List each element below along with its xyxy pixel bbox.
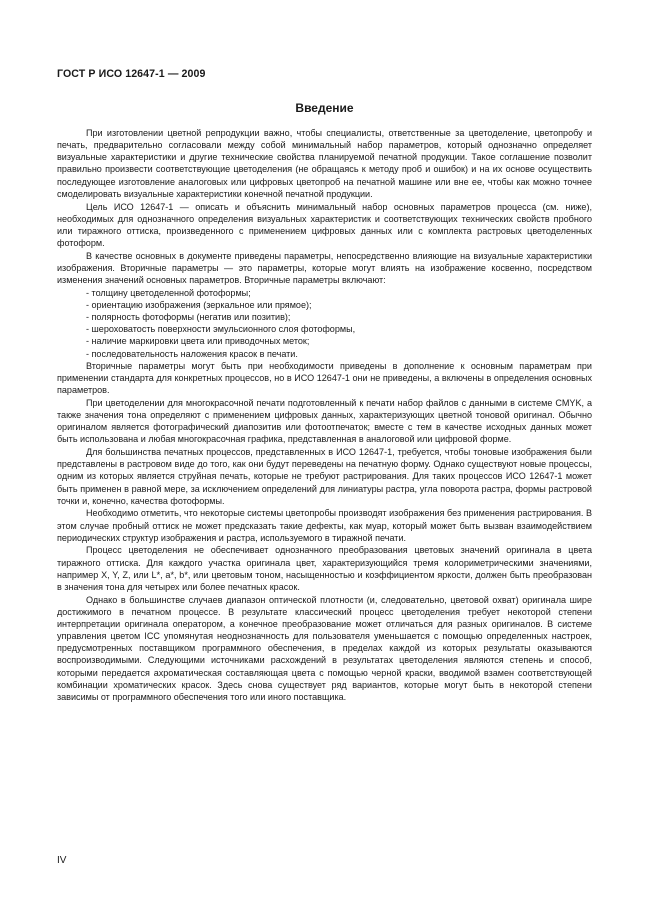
- secondary-parameters-list: [57, 287, 592, 360]
- list-item: - полярность фотоформы (негатив или позитив);: [86, 312, 291, 323]
- paragraph: В качестве основных в документе приведены параметры, непосредственно влияющие на визуальные характеристики изображения. Вторичные параметры — это параметры, которые могут влиять на изображение косвенно, посредством изменения значений основных параметров. Вторичные параметры включают:: [57, 250, 592, 286]
- list-item: - ориентацию изображения (зеркальное или прямое);: [86, 299, 312, 310]
- paragraph: Однако в большинстве случаев диапазон оптической плотности (и, следовательно, цветовой охват) оригинала шире достижимого в печатном процессе. В результате классический процесс цветоделения требует некоторой степени интерпретации оригинала оператором, а конечное преобразование может отличаться для разных оригиналов. В системе управления цветом ICC упомянутая неоднозначность для пользователя уменьшается с помощью определенных настроек, предусмотренных поставщиком программного обеспечения, в пределах каждой из которых результаты оказываются воспроизводимыми. Следующими источниками расхождений в результатах цветоделения являются степень и способ, которыми передается ахроматическая составляющая цвета с помощью черной краски, вводимой взамен соответствующей комбинации хроматических красок. Здесь снова существует ряд вариантов, которые могут быть в некоторой степени зависимы от программного обеспечения того или иного поставщика.: [57, 594, 592, 702]
- paragraph: Необходимо отметить, что некоторые системы цветопробы производят изображения без применения растрирования. В этом случае пробный оттиск не может предсказать такие дефекты, как муар, который может быть вызван взаимодействием периодических структур изображения и растра, используемого в тиражной печати.: [57, 508, 592, 543]
- paragraph: Для большинства печатных процессов, представленных в ИСО 12647-1, требуется, чтобы тоновые изображения были представлены в растровом виде до того, как они будут переведены на печатную форму. Однако существуют новые процессы, одним из которых является струйная печать, которые не требуют растрирования. Для таких процессов ИСО 12647-1 может быть применен в равной мере, за исключением определений для линиатуры растра, угла поворота растра, формы растровой точки и, конечно, качества фотоформы.: [57, 447, 592, 506]
- list-item: - толщину цветоделенной фотоформы;: [86, 287, 251, 298]
- list-item: - шероховатость поверхности эмульсионного слоя фотоформы,: [86, 324, 356, 335]
- list-item: - последовательность наложения красок в печати.: [86, 348, 298, 359]
- page-number: IV: [57, 855, 67, 866]
- paragraph: Вторичные параметры могут быть при необходимости приведены в дополнение к основным параметрам при применении стандарта для конкретных процессов, но в ИСО 12647-1 они не приведены, а включены в определения основных параметров.: [57, 360, 592, 396]
- paragraph: При цветоделении для многокрасочной печати подготовленный к печати набор файлов с данными в системе CMYK, а также значения тона определяют с применением цифровых данных, характеризующих цветной тоновой оригинал. Обычно оригиналом является фотографический диапозитив или фотоотпечаток; вместе с тем в качестве исходных данных может быть использована и любая многокрасочная графика, представленная в аналоговой или цифровой форме.: [57, 397, 592, 445]
- list-item: - наличие маркировки цвета или приводочных меток;: [86, 336, 310, 347]
- body-text: [57, 127, 592, 704]
- paragraph: При изготовлении цветной репродукции важно, чтобы специалисты, ответственные за цветоделение, цветопробу и печать, предварительно согласовали между собой минимальный набор параметров, который однозначно определяет визуальные характеристики и другие технические свойства планируемой печатной продукции. Такое соглашение позволит правильно произвести соответствующие цветоделения (не обращаясь к методу проб и ошибок) и на их основе осуществить последующее изготовление аналоговых или цифровых цветопроб на печатной машине или вне ее, чтобы как можно точнее смоделировать визуальные характеристики конечной печатной продукции.: [57, 128, 592, 199]
- section-title: Введение: [295, 101, 354, 115]
- paragraph: Процесс цветоделения не обеспечивает однозначного преобразования цветовых значений оригинала в цвета тиражного оттиска. Для каждого участка оригинала цвет, характеризующийся тремя колориметрическими значениями, например X, Y, Z, или L*, a*, b*, или цветовым тоном, насыщенностью и коэффициентом яркости, должен быть преобразован в значения тона для четырех или более печатных красок.: [57, 545, 592, 592]
- paragraph: Цель ИСО 12647-1 — описать и объяснить минимальный набор основных параметров процесса (см. ниже), необходимых для однозначного определения визуальных характеристик и соответствующих технических свойств пробного или тиражного оттиска, произведенного с применением цифровых данных или с комплекта растровых цветоделенных фотоформ.: [57, 201, 592, 248]
- standard-header: ГОСТ Р ИСО 12647-1 — 2009: [57, 68, 206, 80]
